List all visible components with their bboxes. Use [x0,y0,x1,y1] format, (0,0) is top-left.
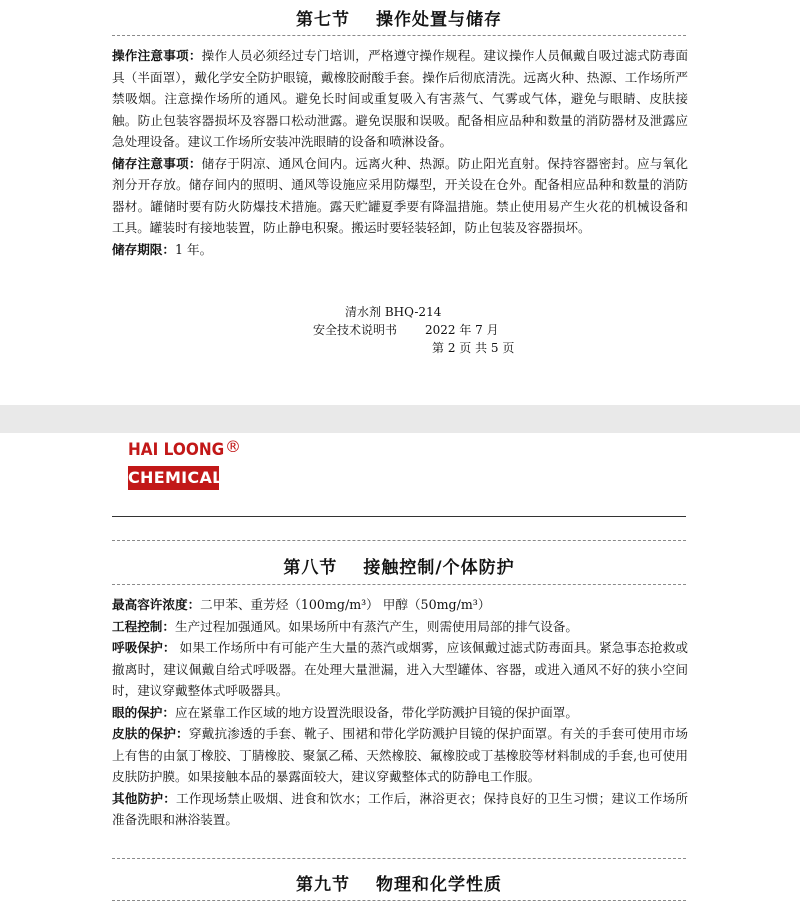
other-protection-paragraph [112,788,688,831]
company-logo [128,437,241,490]
section-divider [112,35,686,36]
section-8-body [112,594,688,831]
eye-protection-paragraph [112,702,688,724]
section-7-title [112,5,686,30]
storage-period-paragraph [112,239,688,261]
section-divider [112,858,686,859]
header-rule [112,516,686,517]
skin-protection-paragraph [112,723,688,788]
storage-period-text: 1 年。 [174,241,213,257]
section-9-number: 第九节 [296,875,350,895]
footer-page-number: 第 2 页 共 5 页 [432,341,515,355]
page-gap [0,405,800,433]
section-divider [112,900,686,901]
respiratory-text: 如果工作场所中有可能产生大量的蒸汽或烟雾，应该佩戴过滤式防毒面具。紧急事态抢救或撤离时，建议佩戴自给式呼吸器。在处理大量泄漏，进入大型罐体、容器，或进入通风不好的狭小空间时，建议穿戴整体式呼吸器具。 [112,640,688,698]
engineering-control-label: 工程控制： [112,618,175,634]
section-7-heading: 操作处置与储存 [376,10,502,30]
exposure-limit-label: 最高容许浓度： [112,597,201,612]
footer-product: 清水剂 BHQ-214 [345,305,442,319]
engineering-control-paragraph [112,616,688,638]
registered-mark: ® [225,437,241,456]
engineering-control-text: 生产过程加强通风。如果场所中有蒸汽产生，则需使用局部的排气设备。 [174,618,578,634]
document-page-2 [0,0,800,405]
storage-text: 储存于阴凉、通风仓间内。远离火种、热源。防止阳光直射。保持容器密封。应与氧化剂分开存放。储存间内的照明、通风等设施应采用防爆型，开关设在仓外。配备相应品种和数量的消防器材。罐储时要有防火防爆技术措施。露天贮罐夏季要有降温措施。禁止使用易产生火花的机械设备和工具。罐装时有接地装置，防止静电积聚。搬运时要轻装轻卸，防止包装及容器损坏。 [112,155,689,235]
section-7-number: 第七节 [296,10,350,30]
logo-hai-loong: HAI LOONG [128,440,225,460]
exposure-limit-paragraph [112,594,688,616]
storage-label: 储存注意事项： [112,155,202,171]
section-7-body [112,45,688,260]
footer-doc-title: 安全技术说明书 [313,323,398,337]
section-divider [112,540,686,541]
respiratory-label: 呼吸保护： [112,640,176,655]
handling-paragraph [112,45,688,153]
storage-paragraph [112,153,688,239]
section-8-number: 第八节 [283,558,338,578]
section-9-heading: 物理和化学性质 [376,875,502,895]
eye-protection-text: 应在紧靠工作区域的地方设置洗眼设备，带化学防溅护目镜的保护面罩。 [174,704,578,720]
logo-chemical: CHEMICAL [128,466,219,490]
section-divider [112,584,686,585]
respiratory-paragraph [112,637,688,702]
storage-period-label: 储存期限： [112,241,175,257]
eye-protection-label: 眼的保护： [112,704,175,720]
handling-text: 操作人员必须经过专门培训，严格遵守操作规程。建议操作人员佩戴自吸过滤式防毒面具（半面罩），戴化学安全防护眼镜，戴橡胶耐酸手套。操作后彻底清洗。远离火种、热源、工作场所严禁吸烟。注意操作场所的通风。避免长时间或重复吸入有害蒸气、气雾或气体，避免与眼睛、皮肤接触。防止包装容器损坏及容器口松动泄露。避免误服和误吸。配备相应品种和数量的消防器材及泄露应急处理设备。建议工作场所安装冲洗眼睛的设备和喷淋设备。 [112,48,689,149]
section-8-heading: 接触控制/个体防护 [363,558,515,578]
other-protection-text: 工作现场禁止吸烟、进食和饮水；工作后，淋浴更衣；保持良好的卫生习惯；建议工作场所准备洗眼和淋浴装置。 [112,790,689,827]
exposure-limit-text: 二甲苯、重芳烃（100mg/m³） 甲醇（50mg/m³） [200,597,491,612]
handling-label: 操作注意事项： [112,48,202,63]
section-9-title [112,870,686,895]
other-protection-label: 其他防护： [112,790,177,806]
section-8-title [112,553,686,578]
skin-protection-text: 穿戴抗渗透的手套、靴子、围裙和带化学防溅护目镜的保护面罩。有关的手套可使用市场上有售的由氯丁橡胶、丁腈橡胶、聚氯乙稀、天然橡胶、氟橡胶或丁基橡胶等材料制成的手套,也可使用皮肤防护膜。如果接触本品的暴露面较大，建议穿戴整体式的防静电工作服。 [112,726,688,784]
skin-protection-label: 皮肤的保护： [112,726,189,741]
footer-date: 2022 年 7 月 [425,323,499,337]
